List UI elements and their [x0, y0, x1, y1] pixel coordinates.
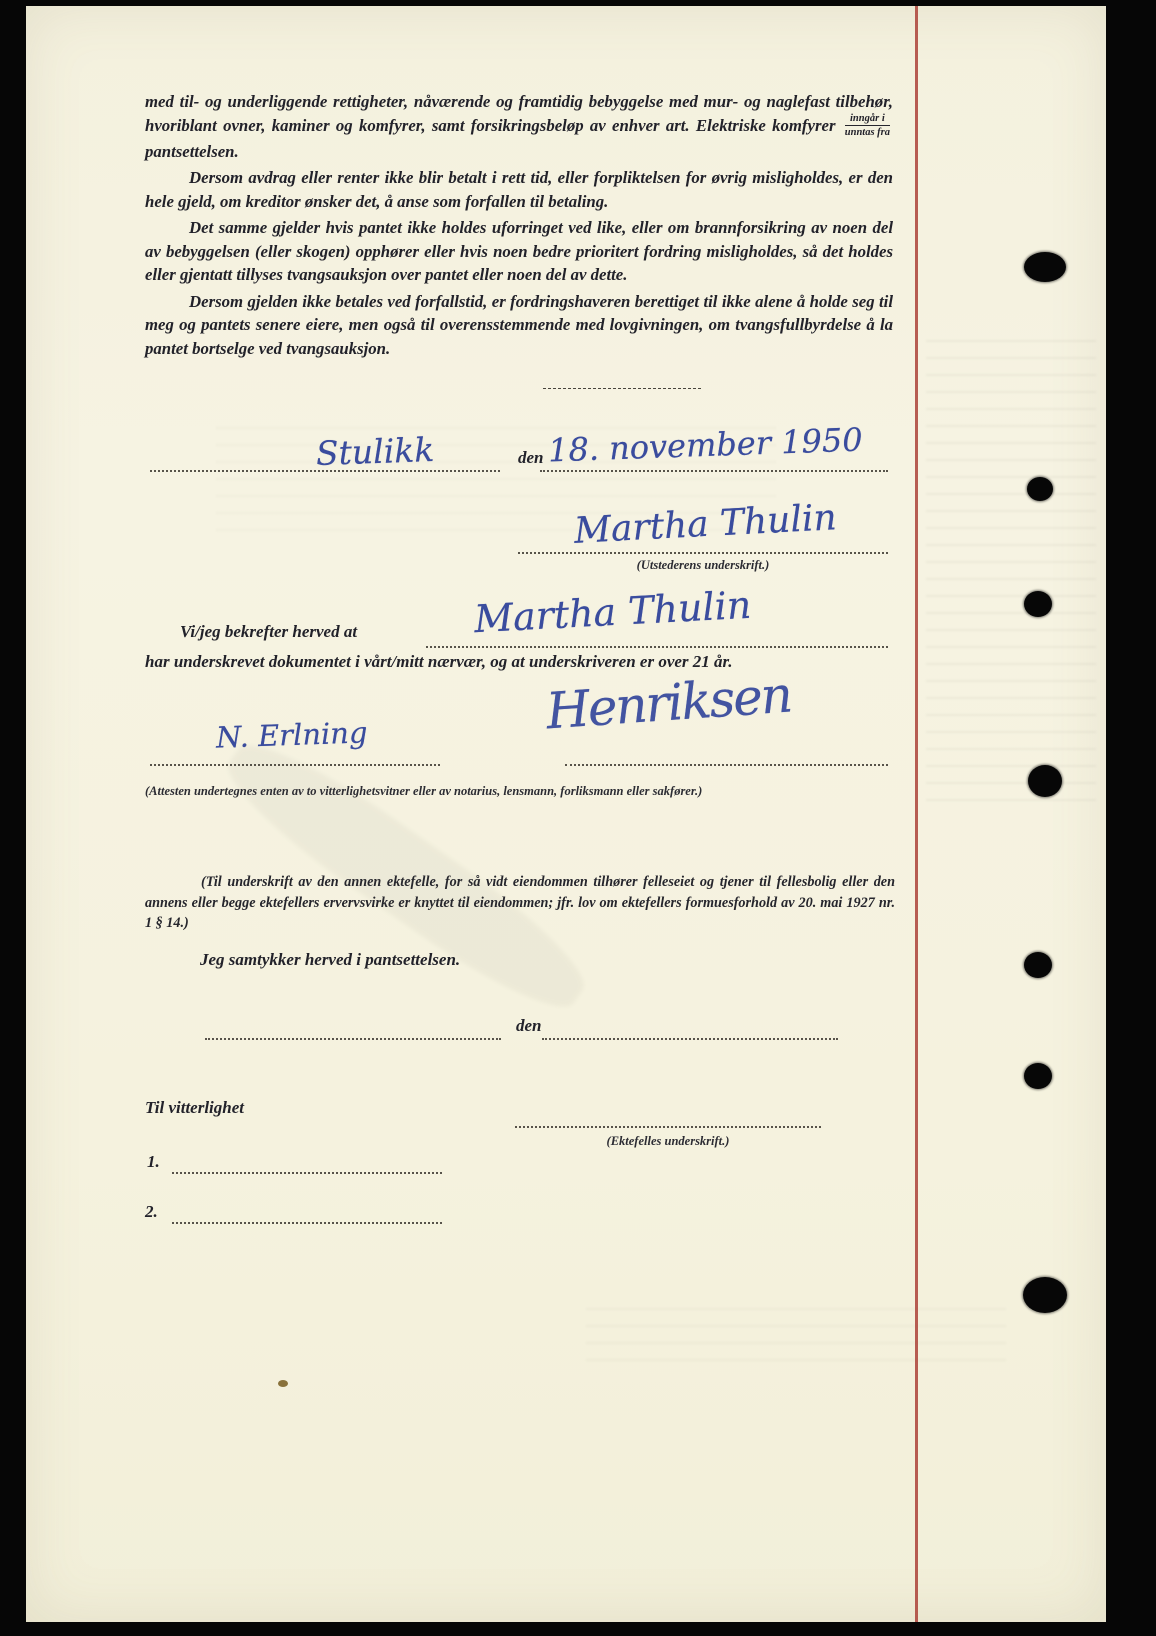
spouse-signature-line [515, 1126, 821, 1128]
paragraph-default-clause: Dersom avdrag eller renter ikke blir betalt i rett tid, eller forpliktelsen for øvrig misligholdes, er den hele gjeld, om kreditor ønsker det, å anse som forfallen til betaling. [145, 168, 893, 211]
issuer-signature-line [518, 552, 888, 554]
clause-paragraphs [145, 90, 893, 363]
date-handwriting: 18. november 1950 [547, 420, 864, 470]
issuer-signature-handwriting: Martha Thulin [573, 497, 838, 552]
punch-hole [1023, 1277, 1067, 1313]
confirm-dotted-line [426, 646, 888, 648]
witness-item-2-line [172, 1222, 442, 1224]
fraction-inngar-unntas [845, 113, 890, 139]
place-handwriting: Stulikk [315, 429, 435, 474]
den-label-2: den [516, 1016, 542, 1035]
paper-sheet [26, 6, 1106, 1622]
separator-rule [543, 388, 701, 389]
punch-hole [1024, 252, 1066, 282]
issuer-signature-caption: (Utstederens underskrift.) [636, 558, 770, 572]
witness-item-1: 1. [147, 1152, 160, 1171]
den-label: den [518, 448, 544, 467]
witness1-signature-handwriting: N. Erlning [215, 715, 369, 755]
fraction-top-label: inngår i [845, 113, 890, 127]
ink-speck [278, 1380, 288, 1387]
fraction-bottom-label: unntas fra [844, 127, 890, 139]
paragraph-rights [145, 90, 893, 163]
bleedthrough-texture [586, 1306, 1006, 1376]
bleedthrough-texture [926, 336, 1096, 816]
spouse-place-line [205, 1038, 501, 1040]
witness2-signature-handwriting: Henriksen [544, 665, 793, 741]
date-dotted-line [540, 470, 888, 472]
paragraph-insurance-clause: Det samme gjelder hvis pantet ikke holdes uforringet ved like, eller om brannforsikring av noen del av bebyggelsen (eller skogen) opphører eller hvis noen bedre prioritert fordring misligholdes, så det holdes eller gjentatt tillyses tvangsauksjon over pantet eller noen del av dette. [145, 218, 893, 285]
punch-hole [1028, 765, 1062, 797]
punch-hole [1024, 1063, 1052, 1089]
spouse-note: (Til underskrift av den annen ektefelle, for så vidt eiendommen tilhører felleseiet og tjener til fellesbolig eller den annens eller begge ektefellers ervervsvirke er knyttet til eiendommen; jfr. lov om ektefellers formuesforhold av 20. mai 1927 nr. 1 § 14.) [145, 874, 895, 931]
spouse-consent: Jeg samtykker herved i pantsettelsen. [200, 950, 461, 969]
confirm-line2: har underskrevet dokumentet i vårt/mitt nærvær, og at underskriveren er over 21 år. [145, 652, 733, 671]
paragraph-rights-tail: pantsettelsen. [145, 141, 239, 161]
paragraph-enforcement-clause: Dersom gjelden ikke betales ved forfallstid, er fordringshaveren berettiget til ikke alene å holde seg til meg og pantets senere eiere, men også til overensstemmende med lovgivningen, om tvangsfullbyrdelse å la pantet bortselge ved tvangsauksjon. [145, 291, 893, 358]
punch-hole [1024, 591, 1052, 617]
place-dotted-line [150, 470, 500, 472]
confirm-name-handwriting: Martha Thulin [473, 582, 753, 642]
witness-item-2: 2. [145, 1202, 158, 1221]
vitterlighet-label: Til vitterlighet [145, 1098, 244, 1117]
witness-item-1-line [172, 1172, 442, 1174]
punch-hole [1024, 952, 1052, 978]
spouse-signature-caption: (Ektefelles underskrift.) [606, 1134, 730, 1148]
red-margin-line [915, 6, 918, 1622]
witness2-signature-line [565, 764, 888, 766]
witness-caption: (Attesten undertegnes enten av to vitterlighetsvitner eller av notarius, lensmann, forliksmann eller sakfører.) [145, 784, 703, 798]
paragraph-rights-text: med til- og underliggende rettigheter, nåværende og framtidig bebyggelse med mur- og naglefast tilbehør, hvoriblant ovner, kaminer og komfyrer, samt forsikringsbeløp av enhver art. Elektriske komfyrer [145, 92, 893, 135]
confirm-label: Vi/jeg bekrefter herved at [180, 622, 358, 641]
witness1-signature-line [150, 764, 440, 766]
punch-hole [1027, 477, 1053, 501]
spouse-date-line [542, 1038, 838, 1040]
